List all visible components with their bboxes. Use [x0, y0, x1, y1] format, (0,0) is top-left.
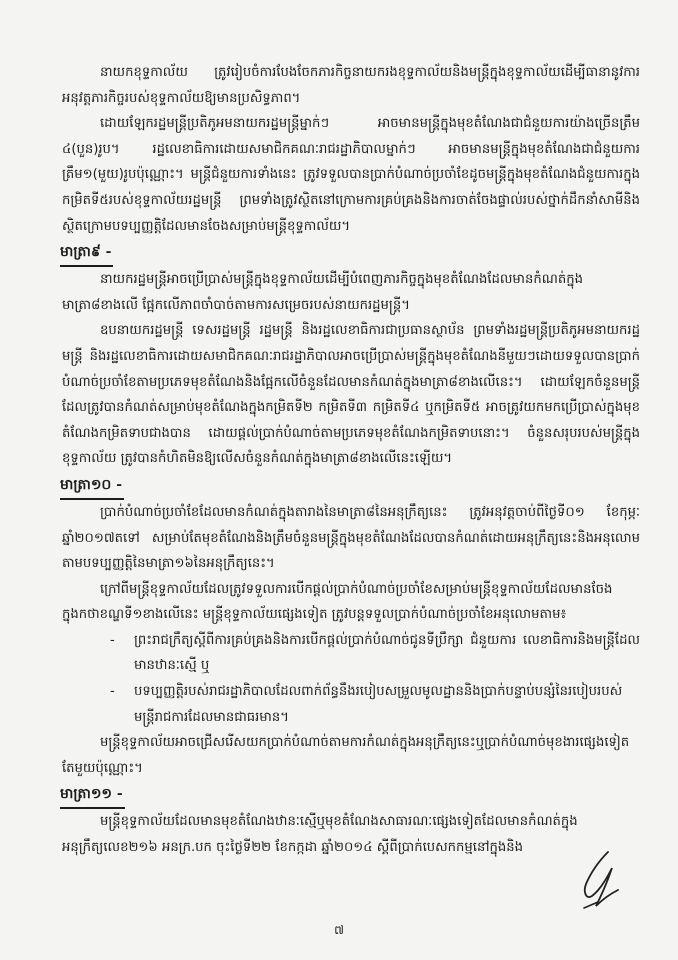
dash-bullet-icon: -	[110, 632, 115, 648]
list-item	[110, 679, 640, 730]
dash-bullet-icon: -	[110, 684, 115, 700]
document-body	[62, 60, 640, 861]
article-9-heading: មាត្រា៩ -	[60, 239, 113, 267]
page-number: ៧	[334, 923, 344, 937]
article-11-paragraph-1: មន្ត្រីខុទ្ទកាល័យដែលមានមុខតំណែងឋានៈស្មើឬមុខតំណែងសាធារណៈផ្សេងទៀតដែលមានកំណត់ក្នុងអនុក្រឹត្យលេខ២១៦ អនក្រ.បក ចុះថ្ងៃទី២២ ខែកក្កដា ឆ្នាំ២០១៤ ស្តីពីប្រាក់បេសកកម្មនៅក្នុងនិង	[62, 814, 578, 856]
article-10-heading-wrap	[60, 472, 640, 500]
article-9-paragraph-2: ឧបនាយករដ្ឋមន្ត្រី ទេសរដ្ឋមន្ត្រី រដ្ឋមន្ត្រី និងរដ្ឋលេខាធិការជាប្រធានស្ថាប័ន ព្រមទាំងរដ្ឋមន្ត្រីប្រតិភូអមនាយករដ្ឋមន្ត្រី និងរដ្ឋលេខាធិការដោយសមាជិកគណៈរាជរដ្ឋាភិបាលអាចប្រើប្រាស់មន្ត្រីក្នុងមុខតំណែងនីមួយៗដោយទទួលបានប្រាក់បំណាច់ប្រចាំខែតាមប្រភេទមុខតំណែងនិងផ្អែកលើចំនួនដែលមានកំណត់ក្នុងមាត្រា៨ខាងលើនេះ។ ដោយឡែកចំនួនមន្ត្រីដែលត្រូវបានកំណត់សម្រាប់មុខតំណែងក្នុងកម្រិតទី២ កម្រិតទី៣ កម្រិតទី៤ ឬកម្រិតទី៥ អាចត្រូវយកមកប្រើប្រាស់ក្នុងមុខតំណែងកម្រិតទាបជាងបាន ដោយផ្តល់ប្រាក់បំណាច់តាមប្រភេទមុខតំណែងកម្រិតទាបនោះ។ ចំនួនសរុបរបស់មន្ត្រីក្នុងខុទ្ទកាល័យ ត្រូវបានកំហិតមិនឱ្យលើសចំនួនកំណត់ក្នុងមាត្រា៨ខាងលើនេះឡើយ។	[62, 323, 640, 467]
paragraph-cabinet-director: នាយកខុទ្ទកាល័យ ត្រូវរៀបចំការបែងចែកភារកិច្ចនាយករងខុទ្ទកាល័យនិងមន្ត្រីក្នុងខុទ្ទកាល័យដើម្បីធានានូវការអនុវត្តភារកិច្ចរបស់ខុទ្ទកាល័យឱ្យមានប្រសិទ្ធភាព។	[62, 65, 640, 106]
article-9-paragraph-1: នាយករដ្ឋមន្ត្រីអាចប្រើប្រាស់មន្ត្រីក្នុងខុទ្ទកាល័យដើម្បីបំពេញភារកិច្ចក្នុងមុខតំណែងដែលមានកំណត់ក្នុងមាត្រា៨ខាងលើ ផ្អែកលើភាពចាំបាច់តាមការសម្រេចរបស់នាយករដ្ឋមន្ត្រី។	[62, 272, 583, 313]
article-11-heading-wrap	[60, 781, 640, 809]
initials-signature-icon	[578, 850, 622, 914]
bullet-text: ព្រះរាជក្រឹត្យស្តីពីការគ្រប់គ្រងនិងការបើកផ្តល់ប្រាក់បំណាច់ជូនទីប្រឹក្សា ជំនួយការ លេខាធិការនិងមន្ត្រីដែលមានឋានៈស្មើ ឬ	[134, 632, 640, 674]
article-10-closing: មន្ត្រីខុទ្ទកាល័យអាចជ្រើសរើសយកប្រាក់បំណាច់តាមការកំណត់ក្នុងអនុក្រឹត្យនេះឬប្រាក់បំណាច់មុខងារផ្សេងទៀតតែមួយប៉ុណ្ណោះ។	[62, 735, 630, 776]
list-item	[110, 628, 640, 679]
article-9-heading-wrap	[60, 239, 640, 267]
paragraph-assistant-quota: ដោយឡែករដ្ឋមន្ត្រីប្រតិភូអមនាយករដ្ឋមន្ត្រីម្នាក់ៗ អាចមានមន្ត្រីក្នុងមុខតំណែងជាជំនួយការយ៉ាងច្រើនត្រឹម ៤(បួន)រូប។ រដ្ឋលេខាធិការដោយសមាជិកគណៈរាជរដ្ឋាភិបាលម្នាក់ៗ អាចមានមន្ត្រីក្នុងមុខតំណែងជាជំនួយការត្រឹម១(មួយ)រូបប៉ុណ្ណោះ។ មន្ត្រីជំនួយការទាំងនេះ ត្រូវទទួលបានប្រាក់បំណាច់ប្រចាំខែដូចមន្ត្រីក្នុងមុខតំណែងជំនួយការក្នុងកម្រិតទី៥របស់ខុទ្ទកាល័យរដ្ឋមន្ត្រី ព្រមទាំងត្រូវស្ថិតនៅក្រោមការគ្រប់គ្រងនិងការចាត់ចែងផ្ទាល់របស់ថ្នាក់ដឹកនាំសាមីនិងស្ថិតក្រោមបទប្បញ្ញត្តិដែលមានចែងសម្រាប់មន្ត្រីខុទ្ទកាល័យ។	[62, 116, 640, 234]
article-10-paragraph-2: ក្រៅពីមន្ត្រីខុទ្ទកាល័យដែលត្រូវទទួលការបើកផ្តល់ប្រាក់បំណាច់ប្រចាំខែសម្រាប់មន្ត្រីខុទ្ទកាល័យដែលមានចែងក្នុងកថាខណ្ឌទី១ខាងលើនេះ មន្ត្រីខុទ្ទកាល័យផ្សេងទៀត ត្រូវបន្តទទួលប្រាក់បំណាច់ប្រចាំខែអនុលោមតាម៖	[62, 581, 613, 623]
article-10-paragraph-1: ប្រាក់បំណាច់ប្រចាំខែដែលមានកំណត់ក្នុងតារាងនៃមាត្រា៨នៃអនុក្រឹត្យនេះ ត្រូវអនុវត្តចាប់ពីថ្ងៃទី០១ ខែកុម្ភៈ ឆ្នាំ២០១៧តទៅ សម្រាប់តែមុខតំណែងនិងត្រឹមចំនួនមន្ត្រីក្នុងមុខតំណែងដែលបានកំណត់ដោយអនុក្រឹត្យនេះនិងអនុលោមតាមបទប្បញ្ញត្តិនៃមាត្រា១៦នៃអនុក្រឹត្យនេះ។	[62, 504, 640, 572]
bullet-text: បទប្បញ្ញត្តិរបស់រាជរដ្ឋាភិបាលដែលពាក់ព័ន្ធនឹងរបៀបសម្រួលមូលដ្ឋាននិងប្រាក់បន្ទាប់បន្សំនៃរបៀបរបស់មន្ត្រីរាជការដែលមានជាធរមាន។	[134, 684, 623, 725]
article-10-bullet-list	[62, 628, 640, 730]
article-10-heading: មាត្រា១០ -	[60, 472, 124, 500]
article-11-heading: មាត្រា១១ -	[60, 781, 125, 809]
